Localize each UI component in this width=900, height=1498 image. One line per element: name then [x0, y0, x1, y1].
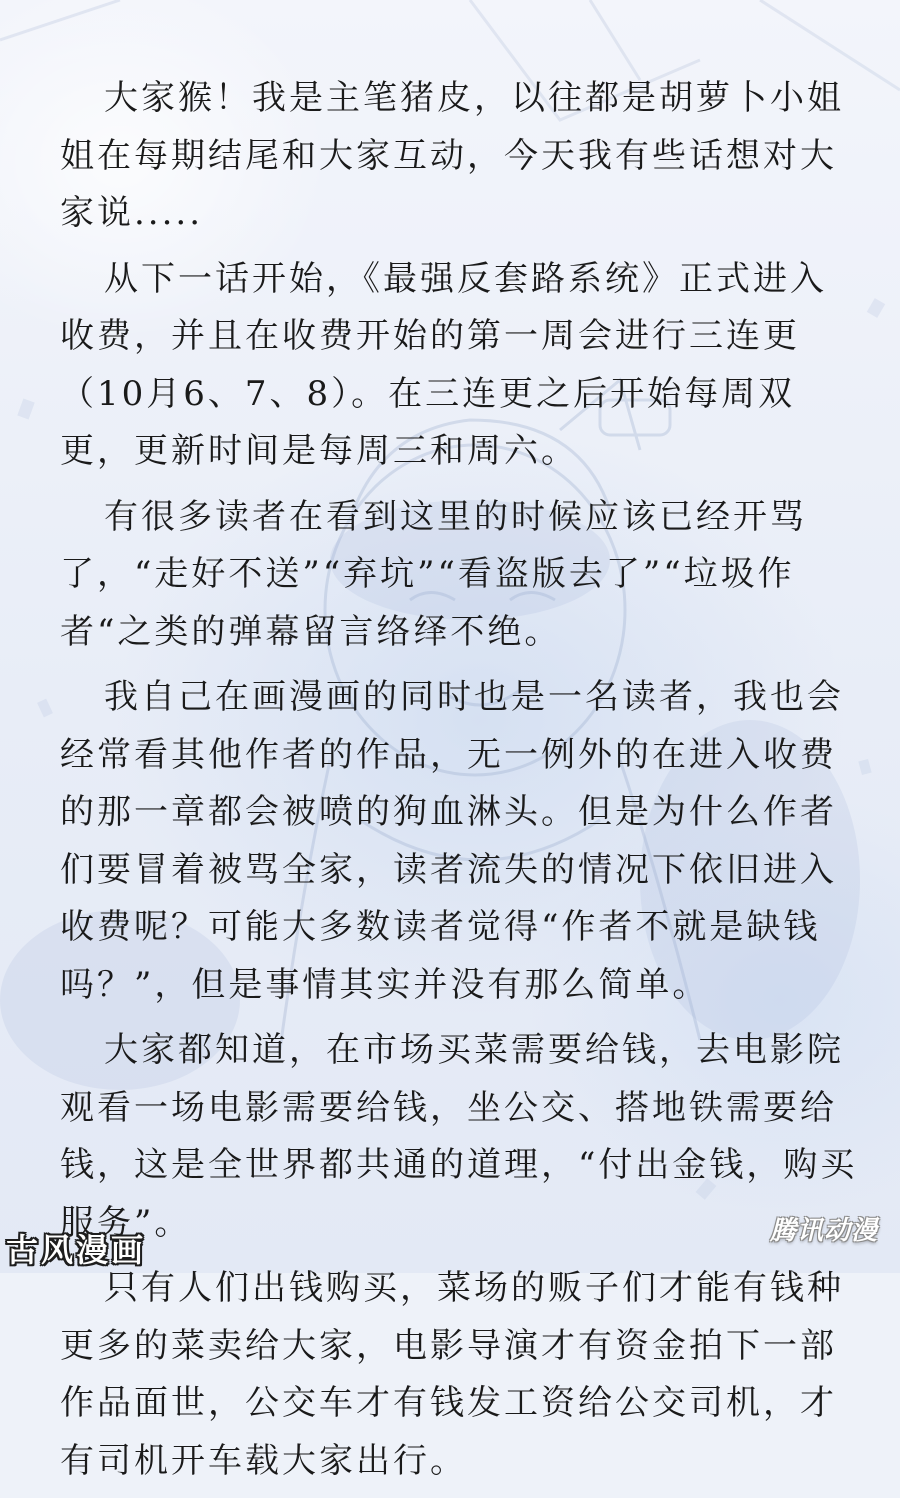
paragraph-author-perspective: 我自己在画漫画的同时也是一名读者，我也会经常看其他作者的作品，无一例外的在进入收费的那一章都会被喷的狗血淋头。但是为什么作者们要冒着被骂全家，读者流失的情况下依旧进入收费呢？可能大多数读者觉得“作者不就是缺钱吗？”，但是事情其实并没有那么简单。: [60, 677, 844, 1005]
paragraph-greeting: 大家猴！我是主笔猪皮，以往都是胡萝卜小姐姐在每期结尾和大家互动，今天我有些话想对大家说.....: [60, 78, 844, 233]
paragraph-conclusion: 只有人们出钱购买，菜场的贩子们才能有钱种更多的菜卖给大家，电影导演才有资金拍下一部作品面世，公交车才有钱发工资给公交司机，才有司机开车载大家出行。: [60, 1268, 844, 1481]
watermark-tencent-logo: 腾讯动漫: [769, 1216, 878, 1246]
paragraph-analogy: 大家都知道，在市场买菜需要给钱，去电影院观看一场电影需要给钱，坐公交、搭地铁需要给钱，这是全世界都共通的道理，“付出金钱，购买服务”。: [60, 1030, 858, 1243]
letter-body: [60, 70, 860, 1498]
paragraph-reader-reaction: 有很多读者在看到这里的时候应该已经开骂了，“走好不送”“弃坑”“看盗版去了”“垃圾作者“之类的弹幕留言络绎不绝。: [60, 496, 807, 652]
paragraph-schedule: 从下一话开始，《最强反套路系统》正式进入收费，并且在收费开始的第一周会进行三连更（10月6、7、8）。在三连更之后开始每周双更，更新时间是每周三和周六。: [60, 258, 827, 471]
watermark-gufeng-logo: 古风漫画: [6, 1231, 147, 1269]
